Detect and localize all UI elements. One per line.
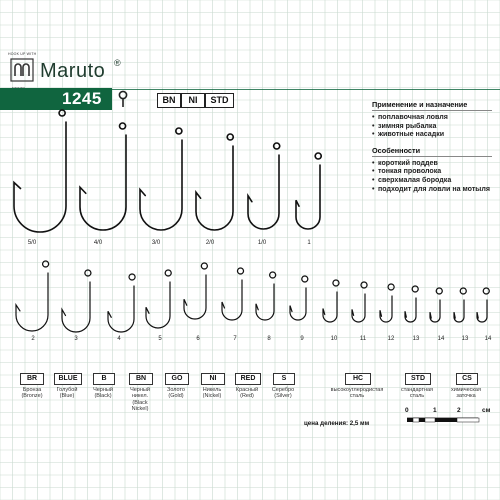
size-label: 5/0 — [27, 240, 37, 246]
code-description: Голубой (Blue) — [56, 387, 78, 400]
code-description: Бронза (Bronze) — [21, 387, 43, 400]
size-label: 2/0 — [205, 240, 215, 246]
code-badge-s: S — [273, 373, 295, 385]
size-label: 14 — [437, 336, 445, 342]
code-description: Золото (Gold) — [167, 387, 185, 400]
code-badge-br: BR — [20, 373, 44, 385]
ruler-tick-label: 0 — [405, 407, 409, 414]
code-badge-std: STD — [405, 373, 431, 385]
size-label: 5 — [158, 336, 162, 342]
size-label: 3 — [74, 336, 78, 342]
code-badge-ni: NI — [201, 373, 225, 385]
ruler-tick-label: см — [482, 407, 491, 414]
code-description: Черный (Black) — [93, 387, 113, 400]
code-badge-blue: BLUE — [54, 373, 82, 385]
list-item: • поплавочная ловля — [372, 113, 492, 122]
size-label: 14 — [484, 336, 492, 342]
code-description: Красный (Red) — [235, 387, 259, 400]
purpose-title: Применение и назначение — [372, 100, 468, 109]
size-label: 1/0 — [257, 240, 267, 246]
list-item: • тонкая проволока — [372, 167, 492, 176]
features-title: Особенности — [372, 145, 421, 155]
list-item: • подходит для ловли на мотыля — [372, 185, 492, 194]
list-item: • зимняя рыбалка — [372, 122, 492, 131]
code-badge-cs: CS — [456, 373, 478, 385]
ruler-tick-label: 1 — [433, 407, 437, 414]
size-label: 9 — [300, 336, 304, 342]
size-label: 4 — [117, 336, 121, 342]
size-label: 6 — [196, 336, 200, 342]
list-item: • сверхмалая бородка — [372, 176, 492, 185]
finish-badge-bn: BN — [157, 93, 181, 108]
scale-caption: цена деления: 2,5 мм — [304, 420, 370, 427]
code-badge-b: B — [93, 373, 115, 385]
code-description: Черный никел. (Black Nickel) — [130, 387, 150, 413]
size-label: 12 — [387, 336, 395, 342]
size-label: 3/0 — [151, 240, 161, 246]
code-badge-go: GO — [165, 373, 189, 385]
ruler-tick-label: 2 — [457, 407, 461, 414]
code-badge-bn: BN — [129, 373, 153, 385]
size-label: 11 — [359, 336, 367, 342]
list-item: • животные насадки — [372, 130, 492, 139]
size-label: 7 — [233, 336, 237, 342]
code-badge-red: RED — [235, 373, 261, 385]
size-label: 8 — [267, 336, 271, 342]
code-description: Никель (Nickel) — [202, 387, 222, 400]
registered-mark: ® — [114, 58, 121, 68]
size-label: 13 — [461, 336, 469, 342]
finish-badge-ni: NI — [181, 93, 205, 108]
size-label: 13 — [412, 336, 420, 342]
brand-name: Maruto — [40, 60, 106, 82]
logo-caption: HOOK UP WITH — [8, 52, 37, 56]
code-badge-hc: HC — [345, 373, 371, 385]
code-description: Серебро (Silver) — [271, 387, 295, 400]
code-description: высокоуглеродистая сталь — [330, 387, 384, 400]
size-label: 2 — [31, 336, 35, 342]
code-description: химическая заточка — [451, 387, 481, 400]
list-item: • короткий поддев — [372, 159, 492, 168]
code-description: стандартная сталь — [400, 387, 434, 400]
size-label: 10 — [330, 336, 338, 342]
finish-badge-std: STD — [205, 93, 234, 108]
size-label: 1 — [307, 240, 311, 246]
model-number: 1245 — [62, 89, 102, 108]
size-label: 4/0 — [93, 240, 103, 246]
